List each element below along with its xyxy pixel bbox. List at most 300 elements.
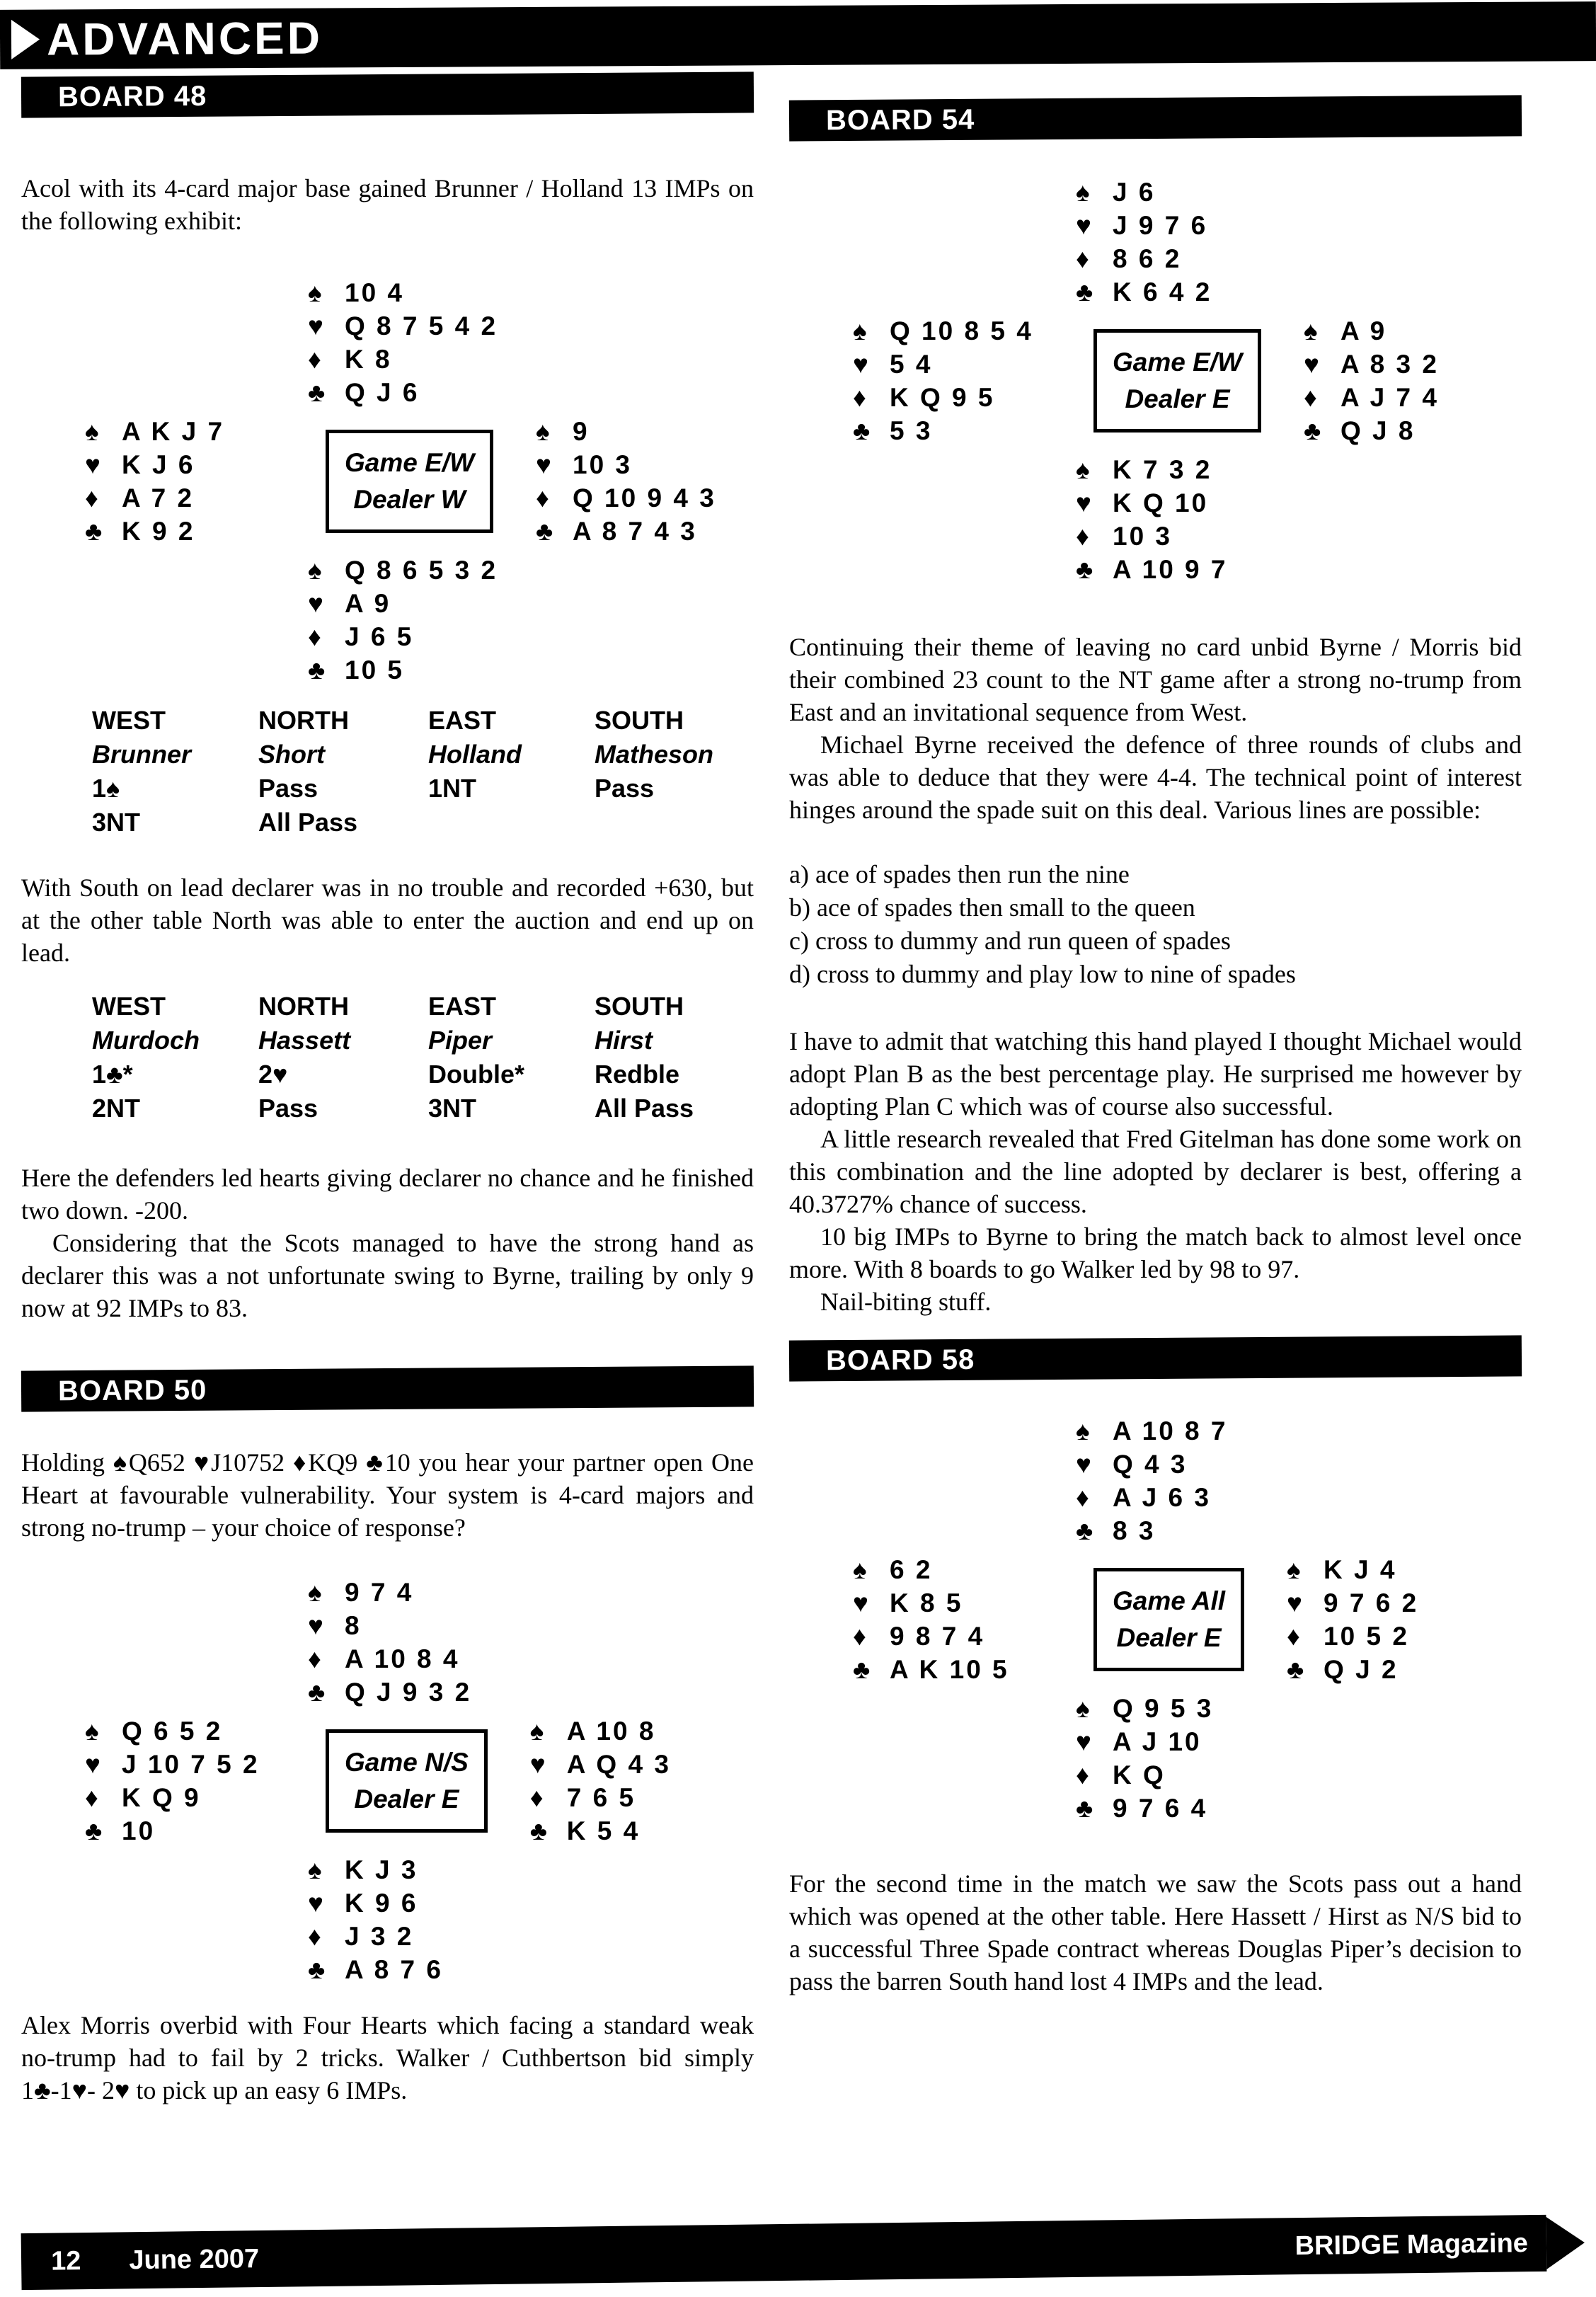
- vulnerability-label: Game All: [1113, 1586, 1226, 1615]
- north-clubs: 8 3: [1113, 1516, 1156, 1545]
- suit-line: [1304, 381, 1439, 414]
- suit-line: [536, 481, 716, 515]
- heart-icon: ♥: [308, 311, 323, 340]
- north-diamonds: A J 6 3: [1113, 1483, 1211, 1512]
- page-columns: [0, 71, 1596, 2107]
- spade-icon: ♠: [308, 1855, 322, 1884]
- west-hand: [85, 415, 326, 548]
- bid: Pass: [258, 1094, 318, 1123]
- heart-icon: ♥: [536, 450, 551, 479]
- suit-line: [85, 1748, 326, 1781]
- south-hearts: A 9: [345, 589, 391, 618]
- south-diamonds: 10 3: [1113, 522, 1173, 551]
- dealer-label: Dealer E: [1125, 384, 1230, 413]
- south-hand: [308, 554, 754, 687]
- club-icon: ♣: [853, 1655, 871, 1684]
- north-hearts: J 9 7 6: [1113, 211, 1208, 240]
- player-name: Murdoch: [92, 1026, 200, 1055]
- south-clubs: A 8 7 6: [345, 1955, 443, 1984]
- suit-line: [308, 1609, 754, 1642]
- suit-line: [853, 314, 1093, 348]
- east-spades: 9: [573, 417, 590, 446]
- suit-line: [536, 415, 716, 448]
- diamond-icon: ♦: [853, 383, 866, 412]
- spade-icon: ♠: [1076, 178, 1090, 207]
- spade-icon: ♠: [1076, 455, 1090, 484]
- deal-diagram-board-50: [21, 1576, 754, 1986]
- suit-line: [530, 1748, 671, 1781]
- auction-bid-row: [92, 808, 754, 842]
- board-50-intro-paragraph: Holding ♠Q652 ♥J10752 ♦KQ9 ♣10 you hear your partner open One Heart at favourable vulnerability. Your system is 4-card majors and strong no-trump – your choice of response?: [21, 1448, 754, 1542]
- issue-date: June 2007: [129, 2243, 260, 2275]
- club-icon: ♣: [308, 1955, 326, 1984]
- suit-line: [308, 276, 754, 309]
- diamond-icon: ♦: [308, 345, 321, 374]
- vulnerability-label: Game N/S: [345, 1748, 469, 1777]
- suit-line: [85, 515, 326, 548]
- line-option-a: a) ace of spades then run the nine: [789, 860, 1130, 888]
- board-58-outro-paragraph: For the second time in the match we saw the Scots pass out a hand which was opened at the other table. Here Hassett / Hirst as N/S bid to a successful Three Spade contract whereas Douglas Piper’s decision to pass the barren South hand lost 4 IMPs and the lead.: [789, 1869, 1522, 1995]
- suit-line: [1076, 1481, 1522, 1514]
- west-hearts: K 8 5: [890, 1588, 963, 1617]
- east-hand: [530, 1714, 671, 1848]
- section-title: ADVANCED: [46, 12, 323, 65]
- suit-line: [308, 1953, 754, 1986]
- auction-header-north: NORTH: [258, 706, 349, 735]
- east-hearts: A 8 3 2: [1340, 350, 1439, 379]
- middle-row: [789, 1553, 1522, 1686]
- suit-line: [85, 481, 326, 515]
- bid: All Pass: [595, 1094, 694, 1123]
- suit-line: [85, 448, 326, 481]
- board-54-paragraph-1: Continuing their theme of leaving no card unbid Byrne / Morris bid their combined 23 count to the NT game after a strong no-trump from East and an invitational sequence from West.: [789, 633, 1522, 726]
- east-clubs: Q J 2: [1324, 1655, 1399, 1684]
- spade-icon: ♠: [529, 1717, 544, 1746]
- bid: 3NT: [428, 1094, 477, 1123]
- diamond-icon: ♦: [853, 1622, 866, 1651]
- north-hearts: 8: [345, 1611, 362, 1640]
- east-hearts: A Q 4 3: [566, 1750, 671, 1779]
- west-diamonds: 9 8 7 4: [890, 1622, 985, 1651]
- vulnerability-label: Game E/W: [345, 448, 474, 477]
- heart-icon: ♥: [1076, 1727, 1091, 1756]
- heart-icon: ♥: [853, 350, 868, 379]
- south-spades: K J 3: [345, 1855, 418, 1884]
- auction-header-south: SOUTH: [595, 992, 684, 1021]
- east-diamonds: A J 7 4: [1340, 383, 1439, 412]
- suit-line: [1076, 520, 1522, 553]
- club-icon: ♣: [1076, 555, 1093, 584]
- suit-line: [853, 1586, 1093, 1620]
- spade-icon: ♠: [853, 1555, 867, 1584]
- north-spades: A 10 8 7: [1113, 1416, 1228, 1445]
- suit-line: [308, 1886, 754, 1920]
- club-icon: ♣: [1076, 1516, 1093, 1545]
- heart-icon: ♥: [1076, 488, 1091, 517]
- player-name: Holland: [428, 740, 522, 769]
- club-icon: ♣: [85, 517, 103, 546]
- spade-icon: ♠: [308, 1578, 322, 1607]
- west-clubs: 10: [122, 1816, 156, 1845]
- south-spades: Q 8 6 5 3 2: [345, 556, 498, 585]
- suit-line: [536, 515, 716, 548]
- spade-icon: ♠: [1076, 1416, 1090, 1445]
- heart-icon: ♥: [85, 1750, 101, 1779]
- middle-row: [789, 314, 1522, 447]
- vulnerability-box: [1093, 1568, 1244, 1671]
- club-icon: ♣: [1287, 1655, 1304, 1684]
- club-icon: ♣: [1076, 1794, 1093, 1823]
- player-name: Hassett: [258, 1026, 351, 1055]
- north-diamonds: K 8: [345, 345, 392, 374]
- east-hand: [1287, 1553, 1418, 1686]
- club-icon: ♣: [1076, 277, 1093, 307]
- dealer-label: Dealer E: [354, 1785, 459, 1814]
- bid: 1♠: [92, 774, 120, 803]
- heart-icon: ♥: [308, 1611, 323, 1640]
- suit-line: [308, 1920, 754, 1953]
- vulnerability-box: [326, 430, 493, 533]
- auction-bid-row: [92, 1094, 754, 1128]
- south-diamonds: J 3 2: [345, 1922, 414, 1951]
- board-58-header: BOARD 58: [789, 1335, 1522, 1381]
- page-number: 12: [50, 2245, 81, 2276]
- east-diamonds: 10 5 2: [1324, 1622, 1409, 1651]
- spade-icon: ♠: [1304, 316, 1318, 345]
- heart-icon: ♥: [853, 1588, 868, 1617]
- board-54-paragraph-2: Michael Byrne received the defence of three rounds of clubs and was able to deduce that they were 4-4. The technical point of interest hinges around the spade suit on this deal. Various lines are possible:: [789, 731, 1522, 824]
- board-54-paragraph-5: 10 big IMPs to Byrne to bring the match back to almost level once more. With 8 boards to go Walker led by 98 to 97.: [789, 1222, 1522, 1283]
- diamond-icon: ♦: [1076, 1483, 1089, 1512]
- line-option-b: b) ace of spades then small to the queen: [789, 893, 1195, 922]
- auction-player-row: [92, 740, 754, 774]
- bid: 3NT: [92, 808, 141, 837]
- south-hearts: K 9 6: [345, 1889, 418, 1918]
- board-54-paragraph-3: I have to admit that watching this hand played I thought Michael would adopt Plan B as the best percentage play. He surprised me however by adopting Plan C which was of course also successful.: [789, 1027, 1522, 1121]
- south-hand: [1076, 1692, 1522, 1825]
- south-hearts: K Q 10: [1113, 488, 1209, 517]
- diamond-icon: ♦: [1076, 1760, 1089, 1789]
- dealer-label: Dealer W: [353, 485, 466, 514]
- spade-icon: ♠: [85, 417, 99, 446]
- diamond-icon: ♦: [536, 483, 549, 512]
- line-option-c: c) cross to dummy and run queen of spades: [789, 927, 1231, 955]
- north-hand: [1076, 1414, 1522, 1547]
- north-hand: [1076, 176, 1522, 309]
- club-icon: ♣: [85, 1816, 103, 1845]
- suit-line: [308, 376, 754, 409]
- west-clubs: 5 3: [890, 416, 933, 445]
- south-clubs: 10 5: [345, 655, 405, 684]
- south-hand: [308, 1853, 754, 1986]
- board-54-paragraph-4: A little research revealed that Fred Gitelman has done some work on this combination and the line adopted by declarer is best, offering a 40.3727% chance of success.: [789, 1125, 1522, 1218]
- deal-diagram-board-48: [21, 276, 754, 687]
- south-spades: Q 9 5 3: [1113, 1694, 1214, 1723]
- board-48-outro: [21, 1162, 754, 1324]
- player-name: Hirst: [595, 1026, 653, 1055]
- east-hand: [536, 415, 716, 548]
- left-column: [21, 71, 754, 2107]
- suit-line: [1076, 1758, 1522, 1792]
- south-hearts: A J 10: [1113, 1727, 1202, 1756]
- west-hearts: K J 6: [122, 450, 195, 479]
- south-hand: [1076, 453, 1522, 586]
- heart-icon: ♥: [529, 1750, 546, 1779]
- south-clubs: A 10 9 7: [1113, 555, 1228, 584]
- suit-line: [85, 1781, 326, 1814]
- spade-icon: ♠: [853, 316, 867, 345]
- arrow-right-icon: [1546, 2216, 1585, 2269]
- suit-line: [1076, 275, 1522, 309]
- south-diamonds: K Q: [1113, 1760, 1166, 1789]
- south-clubs: 9 7 6 4: [1113, 1794, 1208, 1823]
- suit-line: [1076, 1414, 1522, 1448]
- west-spades: A K J 7: [122, 417, 225, 446]
- suit-line: [1076, 1448, 1522, 1481]
- suit-line: [308, 620, 754, 653]
- heart-icon: ♥: [1076, 1450, 1091, 1479]
- west-clubs: K 9 2: [122, 517, 195, 546]
- right-column: [789, 71, 1522, 2107]
- east-hand: [1304, 314, 1439, 447]
- middle-row: [21, 415, 754, 548]
- bid: 2NT: [92, 1094, 141, 1123]
- north-diamonds: A 10 8 4: [345, 1644, 460, 1673]
- auction-header-south: SOUTH: [595, 706, 684, 735]
- board-48-outro-paragraph-1: Here the defenders led hearts giving declarer no chance and he finished two down. -200.: [21, 1164, 754, 1225]
- suit-line: [85, 1714, 326, 1748]
- auction-bid-row: [92, 1060, 754, 1094]
- east-spades: A 9: [1340, 316, 1387, 345]
- bid: Pass: [258, 774, 318, 803]
- suit-line: [1076, 486, 1522, 520]
- north-hand: [308, 276, 754, 409]
- chevron-right-icon: [11, 20, 40, 59]
- suit-line: [1304, 414, 1439, 447]
- middle-row: [21, 1714, 754, 1848]
- auction-player-row: [92, 1026, 754, 1060]
- suit-line: [530, 1781, 671, 1814]
- page-footer: [21, 2215, 1547, 2290]
- bid: All Pass: [258, 808, 358, 837]
- bid: Double*: [428, 1060, 525, 1089]
- north-spades: J 6: [1113, 178, 1156, 207]
- diamond-icon: ♦: [529, 1783, 544, 1812]
- board-48-outro-paragraph-2: Considering that the Scots managed to have the strong hand as declarer this was a not unfortunate swing to Byrne, trailing by only 9 now at 92 IMPs to 83.: [21, 1229, 754, 1322]
- west-hand: [85, 1714, 326, 1848]
- east-diamonds: 7 6 5: [566, 1783, 636, 1812]
- east-spades: A 10 8: [566, 1717, 656, 1746]
- north-clubs: Q J 9 3 2: [345, 1678, 472, 1707]
- auction-header-west: WEST: [92, 992, 166, 1021]
- bid: 1NT: [428, 774, 477, 803]
- board-50-header: BOARD 50: [21, 1365, 754, 1411]
- north-diamonds: 8 6 2: [1113, 244, 1182, 273]
- suit-line: [1304, 348, 1439, 381]
- suit-line: [530, 1714, 671, 1748]
- player-name: Matheson: [595, 740, 714, 769]
- west-spades: Q 6 5 2: [122, 1717, 223, 1746]
- club-icon: ♣: [308, 1678, 326, 1707]
- auction-header-east: EAST: [428, 706, 497, 735]
- west-diamonds: A 7 2: [122, 483, 195, 512]
- suit-line: [1287, 1653, 1418, 1686]
- board-54-line-options: [789, 858, 1522, 991]
- heart-icon: ♥: [308, 1889, 323, 1918]
- player-name: Piper: [428, 1026, 493, 1055]
- west-hand: [853, 1553, 1093, 1686]
- suit-line: [1076, 453, 1522, 486]
- suit-line: [85, 1814, 326, 1848]
- suit-line: [308, 653, 754, 687]
- auction-header-row: [92, 992, 754, 1026]
- suit-line: [1076, 553, 1522, 586]
- diamond-icon: ♦: [308, 1922, 321, 1951]
- club-icon: ♣: [853, 416, 871, 445]
- suit-line: [1076, 1692, 1522, 1725]
- suit-line: [1076, 176, 1522, 209]
- east-clubs: Q J 8: [1340, 416, 1416, 445]
- west-hearts: J 10 7 5 2: [122, 1750, 260, 1779]
- diamond-icon: ♦: [1304, 383, 1317, 412]
- bid: Pass: [595, 774, 655, 803]
- west-spades: 6 2: [890, 1555, 933, 1584]
- west-diamonds: K Q 9: [122, 1783, 201, 1812]
- heart-icon: ♥: [1304, 350, 1319, 379]
- heart-icon: ♥: [1287, 1588, 1302, 1617]
- spade-icon: ♠: [1076, 1694, 1090, 1723]
- suit-line: [1076, 242, 1522, 275]
- suit-line: [1304, 314, 1439, 348]
- heart-icon: ♥: [85, 450, 101, 479]
- diamond-icon: ♦: [1076, 522, 1089, 551]
- auction-header-north: NORTH: [258, 992, 349, 1021]
- south-spades: K 7 3 2: [1113, 455, 1212, 484]
- line-option-d: d) cross to dummy and play low to nine of spades: [789, 960, 1296, 988]
- diamond-icon: ♦: [1076, 244, 1089, 273]
- diamond-icon: ♦: [1287, 1622, 1300, 1651]
- suit-line: [308, 1853, 754, 1886]
- auction-table-1: [92, 706, 754, 842]
- suit-line: [853, 348, 1093, 381]
- auction-header-east: EAST: [428, 992, 497, 1021]
- board-48-middle-paragraph: With South on lead declarer was in no trouble and recorded +630, but at the other table North was able to enter the auction and end up on lead.: [21, 873, 754, 967]
- suit-line: [853, 1620, 1093, 1653]
- suit-line: [308, 1576, 754, 1609]
- vulnerability-box: [1093, 329, 1261, 433]
- magazine-name: BRIDGE Magazine: [1294, 2228, 1529, 2261]
- east-spades: K J 4: [1324, 1555, 1397, 1584]
- section-banner: [0, 1, 1596, 69]
- west-hand: [853, 314, 1093, 447]
- north-clubs: K 6 4 2: [1113, 277, 1212, 307]
- suit-line: [1076, 1792, 1522, 1825]
- suit-line: [308, 343, 754, 376]
- suit-line: [853, 1653, 1093, 1686]
- club-icon: ♣: [308, 655, 326, 684]
- spade-icon: ♠: [308, 556, 322, 585]
- suit-line: [308, 1642, 754, 1676]
- north-hearts: Q 8 7 5 4 2: [345, 311, 498, 340]
- south-diamonds: J 6 5: [345, 622, 414, 651]
- north-hand: [308, 1576, 754, 1709]
- north-spades: 9 7 4: [345, 1578, 414, 1607]
- diamond-icon: ♦: [85, 483, 98, 512]
- club-icon: ♣: [308, 378, 326, 407]
- west-diamonds: K Q 9 5: [890, 383, 995, 412]
- board-48-header: BOARD 48: [21, 71, 754, 118]
- east-clubs: K 5 4: [566, 1816, 641, 1845]
- club-icon: ♣: [1304, 416, 1321, 445]
- west-spades: Q 10 8 5 4: [890, 316, 1033, 345]
- club-icon: ♣: [536, 517, 553, 546]
- bid: 1♣*: [92, 1060, 133, 1089]
- east-clubs: A 8 7 4 3: [573, 517, 697, 546]
- north-clubs: Q J 6: [345, 378, 420, 407]
- diamond-icon: ♦: [308, 1644, 321, 1673]
- club-icon: ♣: [529, 1816, 548, 1845]
- suit-line: [1076, 209, 1522, 242]
- player-name: Brunner: [92, 740, 192, 769]
- auction-table-2: [92, 992, 754, 1128]
- suit-line: [85, 415, 326, 448]
- vulnerability-label: Game E/W: [1113, 348, 1242, 377]
- auction-header-row: [92, 706, 754, 740]
- deal-diagram-board-54: [789, 176, 1522, 586]
- spade-icon: ♠: [308, 278, 322, 307]
- suit-line: [308, 309, 754, 343]
- east-diamonds: Q 10 9 4 3: [573, 483, 716, 512]
- spade-icon: ♠: [536, 417, 550, 446]
- suit-line: [1287, 1620, 1418, 1653]
- heart-icon: ♥: [1076, 211, 1091, 240]
- auction-bid-row: [92, 774, 754, 808]
- diamond-icon: ♦: [85, 1783, 98, 1812]
- suit-line: [308, 554, 754, 587]
- board-50-outro-paragraph: Alex Morris overbid with Four Hearts which facing a standard weak no-trump had to fail by 2 tricks. Walker / Cuthbertson bid simply 1♣-1♥- 2♥ to pick up an easy 6 IMPs.: [21, 2011, 754, 2104]
- bid: 2♥: [258, 1060, 288, 1089]
- suit-line: [1076, 1725, 1522, 1758]
- suit-line: [853, 381, 1093, 414]
- board-48-intro-paragraph: Acol with its 4-card major base gained Brunner / Holland 13 IMPs on the following exhibit:: [21, 174, 754, 235]
- suit-line: [308, 587, 754, 620]
- suit-line: [1287, 1586, 1418, 1620]
- spade-icon: ♠: [85, 1717, 99, 1746]
- suit-line: [853, 414, 1093, 447]
- suit-line: [530, 1814, 671, 1848]
- player-name: Short: [258, 740, 325, 769]
- auction-header-west: WEST: [92, 706, 166, 735]
- board-54-header: BOARD 54: [789, 95, 1522, 141]
- diamond-icon: ♦: [308, 622, 321, 651]
- suit-line: [536, 448, 716, 481]
- east-hearts: 10 3: [573, 450, 633, 479]
- dealer-label: Dealer E: [1116, 1623, 1222, 1652]
- deal-diagram-board-58: [789, 1414, 1522, 1825]
- suit-line: [308, 1676, 754, 1709]
- suit-line: [1076, 1514, 1522, 1547]
- suit-line: [1287, 1553, 1418, 1586]
- north-hearts: Q 4 3: [1113, 1450, 1188, 1479]
- vulnerability-box: [326, 1729, 488, 1833]
- east-hearts: 9 7 6 2: [1324, 1588, 1419, 1617]
- west-hearts: 5 4: [890, 350, 933, 379]
- bid: Redble: [595, 1060, 680, 1089]
- north-spades: 10 4: [345, 278, 405, 307]
- suit-line: [853, 1553, 1093, 1586]
- spade-icon: ♠: [1287, 1555, 1301, 1584]
- heart-icon: ♥: [308, 589, 323, 618]
